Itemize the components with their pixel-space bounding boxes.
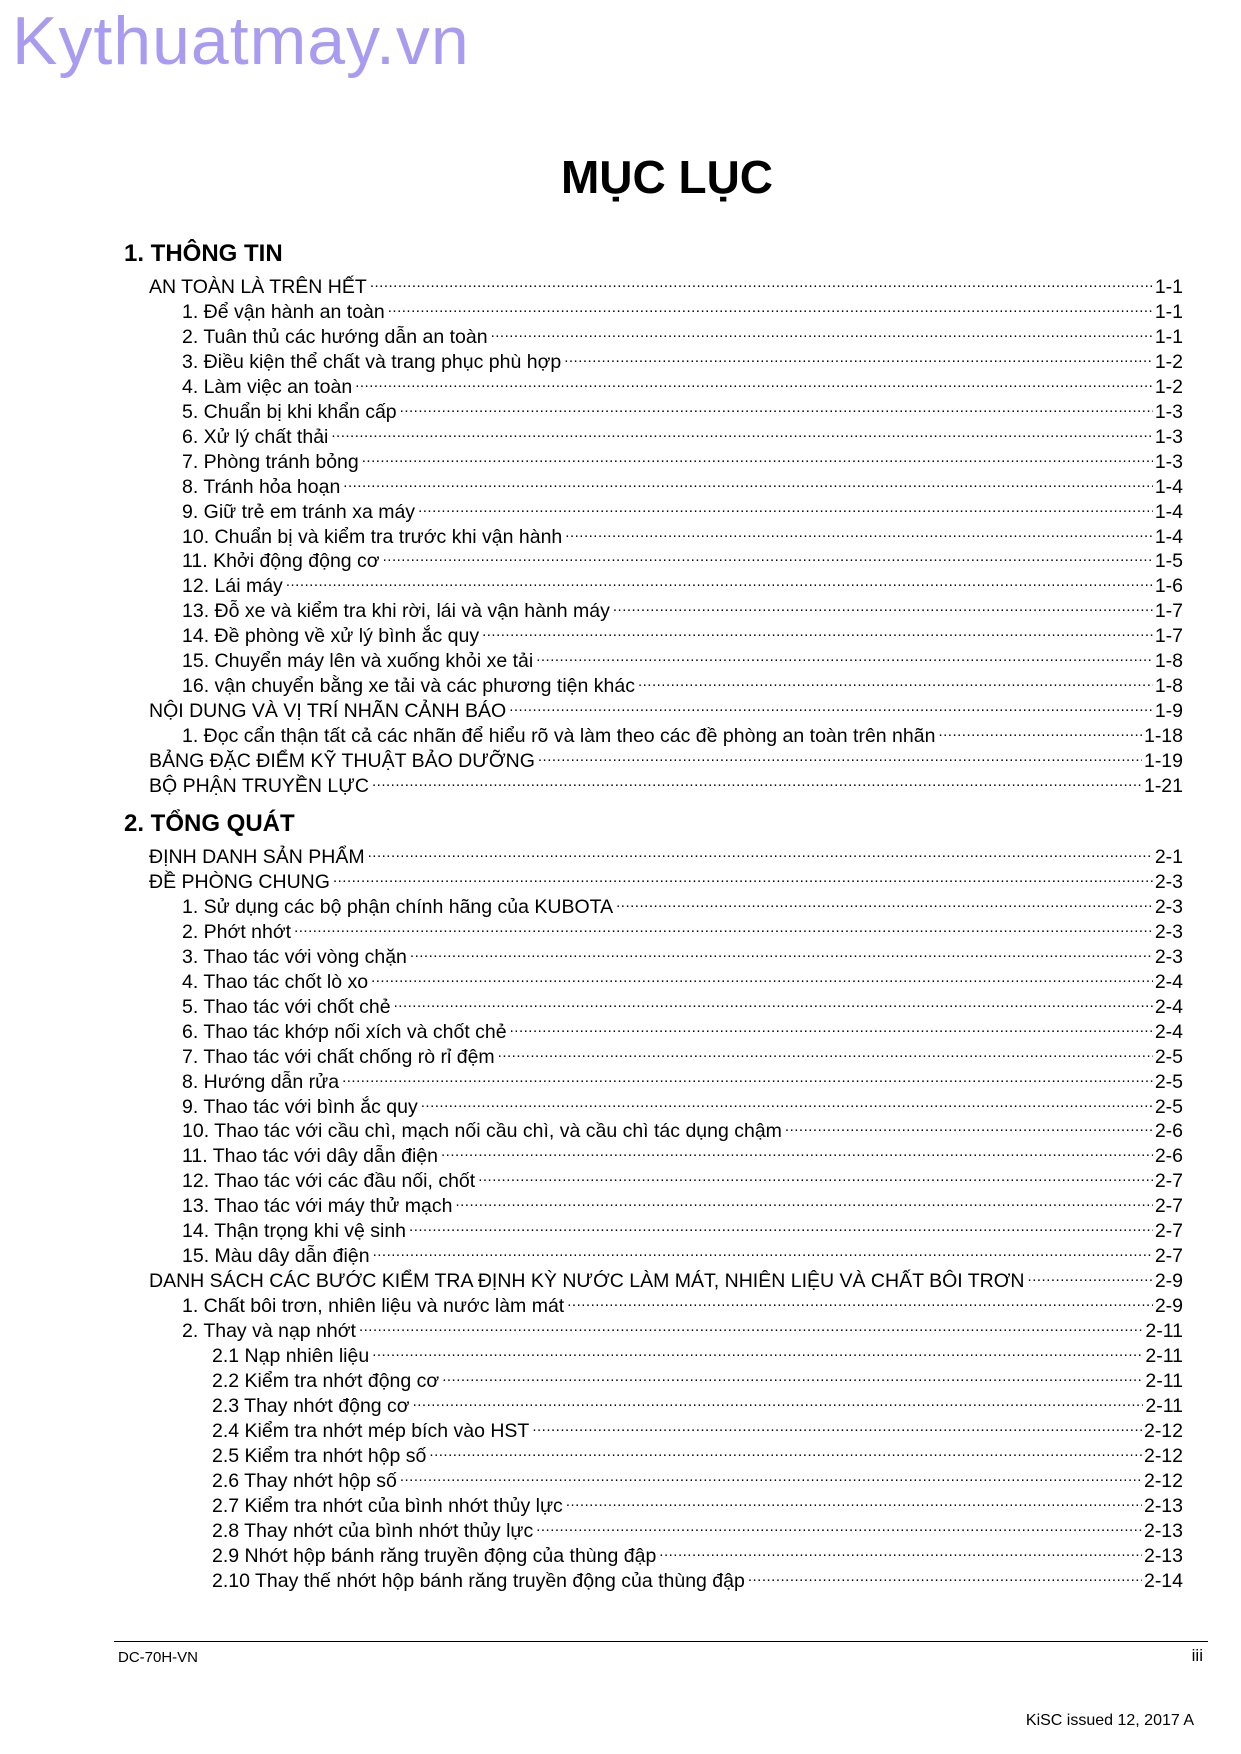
- toc-entry-title: BỘ PHẬN TRUYỀN LỰC: [149, 775, 370, 797]
- dot-leader: [372, 772, 1142, 792]
- toc-entry[interactable]: [182, 423, 1183, 450]
- toc-entry[interactable]: [182, 893, 1183, 920]
- toc-entry[interactable]: [182, 373, 1183, 400]
- toc-entry-page: 2-7: [1154, 1245, 1183, 1268]
- toc-entry[interactable]: [149, 843, 1183, 870]
- toc-entry-page: 2-4: [1154, 1020, 1183, 1043]
- dot-leader: [410, 943, 1153, 963]
- dot-leader: [383, 547, 1153, 567]
- toc-entry[interactable]: [212, 1542, 1183, 1569]
- toc-entry[interactable]: [212, 1442, 1183, 1469]
- dot-leader: [613, 597, 1153, 617]
- toc-entry[interactable]: [212, 1467, 1183, 1494]
- toc-entry-page: 1-9: [1154, 700, 1183, 723]
- toc-entry-page: 1-1: [1154, 300, 1183, 323]
- toc-entry-title: 2.2 Kiểm tra nhớt động cơ: [212, 1369, 440, 1392]
- toc-entry-page: 2-1: [1154, 846, 1183, 868]
- toc-entry-title: 3. Thao tác với vòng chặn: [182, 945, 407, 968]
- toc-entry-title: DANH SÁCH CÁC BƯỚC KIỂM TRA ĐỊNH KỲ NƯỚC LÀM MÁT, NHIÊN LIỆU VÀ CHẤT BÔI TRƠN: [149, 1270, 1025, 1293]
- toc-entry-page: 2-13: [1143, 1494, 1183, 1517]
- dot-leader: [372, 1342, 1143, 1362]
- toc-entry-title: ĐỀ PHÒNG CHUNG: [149, 870, 330, 893]
- toc-entry[interactable]: [149, 697, 1183, 724]
- toc-entry-title: 9. Giữ trẻ em tránh xa máy: [182, 500, 416, 523]
- toc-entry[interactable]: [182, 722, 1183, 749]
- toc-entry-title: BẢNG ĐẶC ĐIỂM KỸ THUẬT BẢO DƯỠNG: [149, 750, 535, 773]
- dot-leader: [409, 1217, 1153, 1237]
- toc-entry[interactable]: [182, 323, 1183, 350]
- toc-entry[interactable]: [212, 1417, 1183, 1444]
- toc-entry-title: 14. Thận trọng khi vệ sinh: [182, 1220, 407, 1243]
- toc-entry-page: 1-2: [1154, 350, 1183, 373]
- toc-entry-title: 11. Khởi động động cơ: [182, 550, 380, 573]
- toc-entry-title: 2.8 Thay nhớt của bình nhớt thủy lực: [212, 1519, 534, 1542]
- toc-entry[interactable]: [182, 1292, 1183, 1319]
- toc-entry-title: 13. Đỗ xe và kiểm tra khi rời, lái và vận hành máy: [182, 600, 610, 623]
- toc-entry-page: 2-3: [1154, 920, 1183, 943]
- toc-entry-title: 15. Màu dây dẫn điện: [182, 1245, 370, 1268]
- toc-entry-page: 1-19: [1143, 750, 1183, 773]
- dot-leader: [478, 1167, 1153, 1187]
- toc-entry-title: 2. Tuân thủ các hướng dẫn an toàn: [182, 325, 488, 348]
- toc-entry[interactable]: [149, 868, 1183, 895]
- dot-leader: [294, 918, 1153, 938]
- dot-leader: [482, 622, 1153, 642]
- toc-entry[interactable]: [182, 473, 1183, 500]
- toc-entry-page: 2-12: [1143, 1419, 1183, 1442]
- toc-entry[interactable]: [149, 1267, 1183, 1294]
- toc-entry[interactable]: [182, 1192, 1183, 1219]
- toc-entry[interactable]: [182, 448, 1183, 475]
- toc-entry-title: 1. Để vận hành an toàn: [182, 300, 385, 323]
- footer-divider: [114, 1641, 1208, 1642]
- toc-entry[interactable]: [182, 1142, 1183, 1169]
- toc-entry-page: 1-7: [1154, 600, 1183, 623]
- toc-entry-title: 15. Chuyển máy lên và xuống khỏi xe tải: [182, 650, 534, 673]
- dot-leader: [413, 1392, 1144, 1412]
- toc-entry-page: 2-9: [1154, 1295, 1183, 1318]
- toc-entry-page: 2-13: [1143, 1519, 1183, 1542]
- toc-entry-page: 1-5: [1154, 550, 1183, 573]
- watermark: Kythuatmay.vn: [12, 3, 470, 79]
- dot-leader: [343, 473, 1153, 493]
- dot-leader: [509, 697, 1153, 717]
- toc-entry-page: 2-11: [1145, 1345, 1183, 1367]
- toc-entry[interactable]: [182, 1043, 1183, 1070]
- toc-entry[interactable]: [182, 572, 1183, 599]
- toc-entry-page: 2-6: [1154, 1120, 1183, 1143]
- toc-entry-page: 2-11: [1145, 1394, 1183, 1417]
- toc-entry[interactable]: [182, 547, 1183, 574]
- toc-entry-title: 10. Thao tác với cầu chì, mạch nối cầu chì, và cầu chì tác dụng chậm: [182, 1120, 782, 1143]
- toc-entry-page: 1-6: [1154, 575, 1183, 598]
- issue-label: KiSC issued 12, 2017 A: [1025, 1712, 1194, 1729]
- toc-entry-page: 1-8: [1154, 675, 1183, 698]
- toc-entry[interactable]: [182, 672, 1183, 699]
- toc-entry-page: 2-11: [1145, 1369, 1183, 1392]
- toc-entry-title: 13. Thao tác với máy thử mạch: [182, 1195, 453, 1218]
- toc-entry[interactable]: [182, 1117, 1183, 1144]
- toc-entry-page: 2-13: [1143, 1544, 1183, 1567]
- toc-entry[interactable]: [212, 1367, 1183, 1394]
- dot-leader: [355, 373, 1153, 393]
- toc-entry-title: 16. vận chuyển bằng xe tải và các phương tiện khác: [182, 675, 635, 698]
- dot-leader: [455, 1192, 1152, 1212]
- toc-entry[interactable]: [182, 523, 1183, 550]
- dot-leader: [286, 572, 1153, 592]
- toc-entry-title: 3. Điều kiện thể chất và trang phục phù hợp: [182, 350, 562, 373]
- dot-leader: [938, 722, 1142, 742]
- toc-entry[interactable]: [149, 747, 1183, 774]
- page-title: MỤC LỤC: [560, 151, 774, 203]
- toc-entry-page: 2-7: [1154, 1195, 1183, 1218]
- toc-entry-page: 2-6: [1154, 1145, 1183, 1168]
- toc-entry-title: 7. Phòng tránh bỏng: [182, 450, 359, 473]
- dot-leader: [616, 893, 1153, 913]
- dot-leader: [538, 747, 1142, 767]
- toc-entry-title: 9. Thao tác với bình ắc quy: [182, 1095, 418, 1118]
- toc-entry-page: 1-1: [1154, 325, 1183, 348]
- toc-entry[interactable]: [182, 1242, 1183, 1269]
- toc-entry-page: 1-3: [1154, 425, 1183, 448]
- dot-leader: [564, 348, 1153, 368]
- dot-leader: [342, 1068, 1153, 1088]
- toc-entry-title: 2.9 Nhớt hộp bánh răng truyền động của thùng đập: [212, 1544, 657, 1567]
- toc-entry-page: 2-14: [1143, 1569, 1183, 1592]
- toc-entry[interactable]: [182, 622, 1183, 649]
- toc-entry-title: 10. Chuẩn bị và kiểm tra trước khi vận hành: [182, 525, 563, 548]
- toc-entry-page: 1-21: [1143, 775, 1183, 797]
- toc-entry[interactable]: [212, 1392, 1183, 1419]
- toc-entry-page: 2-9: [1154, 1270, 1183, 1293]
- toc-entry-title: 1. Đọc cẩn thận tất cả các nhãn để hiểu rõ và làm theo các đề phòng an toàn trên nhãn: [182, 725, 936, 748]
- toc-entry-title: 11. Thao tác với dây dẫn điện: [182, 1145, 438, 1168]
- toc-entry[interactable]: [182, 1068, 1183, 1095]
- dot-leader: [785, 1117, 1153, 1137]
- toc-entry[interactable]: [182, 1317, 1183, 1344]
- toc-entry-page: 2-12: [1143, 1469, 1183, 1492]
- dot-leader: [400, 398, 1153, 418]
- toc-entry-title: 5. Thao tác với chốt chẻ: [182, 995, 391, 1018]
- toc-entry-page: 1-4: [1154, 475, 1183, 498]
- toc-entry-page: 2-4: [1154, 995, 1183, 1018]
- toc-entry[interactable]: [212, 1492, 1183, 1519]
- toc-entry-title: 1. Sử dụng các bộ phận chính hãng của KUBOTA: [182, 895, 614, 918]
- toc-entry-page: 1-3: [1154, 400, 1183, 423]
- toc-entry-title: 2.10 Thay thế nhớt hộp bánh răng truyền động của thùng đập: [212, 1569, 745, 1592]
- toc-entry-page: 1-1: [1154, 276, 1183, 298]
- toc-entry-page: 1-2: [1154, 375, 1183, 398]
- toc-entry-title: 2.3 Thay nhớt động cơ: [212, 1394, 410, 1417]
- toc-entry-page: 2-5: [1154, 1095, 1183, 1118]
- toc-entry-page: 2-7: [1154, 1220, 1183, 1243]
- dot-leader: [532, 1417, 1142, 1437]
- toc-entry[interactable]: [182, 943, 1183, 970]
- toc-entry-title: 7. Thao tác với chất chống rò rỉ đệm: [182, 1045, 495, 1068]
- toc-entry-page: 2-5: [1154, 1070, 1183, 1093]
- toc-entry-page: 1-8: [1154, 650, 1183, 673]
- toc-entry[interactable]: [212, 1567, 1183, 1594]
- section-heading: 2. TỔNG QUÁT: [124, 810, 295, 837]
- toc-entry-title: 4. Thao tác chốt lò xo: [182, 970, 369, 993]
- dot-leader: [567, 1292, 1153, 1312]
- toc-entry-title: 2.4 Kiểm tra nhớt mép bích vào HST: [212, 1419, 530, 1442]
- toc-entry-title: 5. Chuẩn bị khi khẩn cấp: [182, 400, 397, 423]
- toc-entry-page: 1-4: [1154, 525, 1183, 548]
- toc-entry-page: 1-3: [1154, 450, 1183, 473]
- toc-entry-title: 6. Thao tác khớp nối xích và chốt chẻ: [182, 1020, 507, 1043]
- toc-entry-title: 2.1 Nạp nhiên liệu: [212, 1345, 370, 1367]
- toc-entry-page: 2-7: [1154, 1170, 1183, 1193]
- toc-entry-page: 2-11: [1145, 1320, 1183, 1343]
- dot-leader: [421, 1093, 1153, 1113]
- toc-entry-title: 4. Làm việc an toàn: [182, 375, 353, 398]
- toc-entry-title: 14. Đề phòng về xử lý bình ắc quy: [182, 625, 480, 648]
- dot-leader: [441, 1142, 1153, 1162]
- toc-entry[interactable]: [182, 918, 1183, 945]
- toc-entry[interactable]: [182, 298, 1183, 325]
- toc-entry[interactable]: [182, 993, 1183, 1020]
- toc-entry[interactable]: [182, 1167, 1183, 1194]
- toc-entry-page: 1-4: [1154, 500, 1183, 523]
- toc-entry-title: 2.5 Kiểm tra nhớt hộp số: [212, 1444, 427, 1467]
- toc-entry[interactable]: [182, 398, 1183, 425]
- toc-entry[interactable]: [149, 273, 1183, 300]
- toc-entry-page: 1-7: [1154, 625, 1183, 648]
- toc-entry-title: 12. Thao tác với các đầu nối, chốt: [182, 1170, 476, 1193]
- toc-entry[interactable]: [182, 1217, 1183, 1244]
- dot-leader: [536, 1517, 1142, 1537]
- toc-entry-page: 1-18: [1143, 725, 1183, 748]
- toc-entry-title: 1. Chất bôi trơn, nhiên liệu và nước làm mát: [182, 1295, 565, 1318]
- dot-leader: [400, 1467, 1142, 1487]
- toc-entry-title: NỘI DUNG VÀ VỊ TRÍ NHÃN CẢNH BÁO: [149, 700, 507, 723]
- dot-leader: [491, 323, 1153, 343]
- toc-entry-title: 2.6 Thay nhớt hộp số: [212, 1469, 397, 1492]
- toc-entry[interactable]: [182, 1093, 1183, 1120]
- toc-entry-title: AN TOÀN LÀ TRÊN HẾT: [149, 276, 367, 298]
- toc-entry[interactable]: [182, 1018, 1183, 1045]
- dot-leader: [429, 1442, 1142, 1462]
- dot-leader: [368, 843, 1153, 863]
- dot-leader: [388, 298, 1153, 318]
- toc-entry[interactable]: [182, 647, 1183, 674]
- document-code: DC-70H-VN: [118, 1649, 199, 1666]
- dot-leader: [359, 1317, 1143, 1337]
- toc-entry[interactable]: [182, 597, 1183, 624]
- toc-entry-title: 6. Xử lý chất thải: [182, 425, 329, 448]
- dot-leader: [333, 868, 1153, 888]
- toc-entry-title: 2. Thay và nạp nhớt: [182, 1320, 356, 1343]
- toc-entry-page: 2-3: [1154, 870, 1183, 893]
- toc-entry[interactable]: [212, 1342, 1183, 1369]
- toc-entry-page: 2-4: [1154, 970, 1183, 993]
- dot-leader: [536, 647, 1153, 667]
- dot-leader: [394, 993, 1153, 1013]
- toc-entry-page: 2-3: [1154, 945, 1183, 968]
- dot-leader: [510, 1018, 1153, 1038]
- dot-leader: [659, 1542, 1142, 1562]
- dot-leader: [418, 498, 1153, 518]
- toc-entry-title: 8. Tránh hỏa hoạn: [182, 475, 341, 498]
- dot-leader: [498, 1043, 1153, 1063]
- dot-leader: [638, 672, 1153, 692]
- dot-leader: [565, 523, 1153, 543]
- dot-leader: [566, 1492, 1142, 1512]
- page-number: iii: [1191, 1646, 1203, 1665]
- section-heading: 1. THÔNG TIN: [124, 240, 283, 267]
- toc-entry[interactable]: [182, 968, 1183, 995]
- dot-leader: [362, 448, 1153, 468]
- toc-entry-page: 2-3: [1154, 895, 1183, 918]
- dot-leader: [371, 968, 1153, 988]
- toc-entry-title: 2.7 Kiểm tra nhớt của bình nhớt thủy lực: [212, 1494, 563, 1517]
- dot-leader: [370, 273, 1153, 293]
- toc-entry[interactable]: [182, 348, 1183, 375]
- dot-leader: [748, 1567, 1142, 1587]
- toc-entry[interactable]: [212, 1517, 1183, 1544]
- toc-entry-title: ĐỊNH DANH SẢN PHẨM: [149, 846, 365, 868]
- toc-entry[interactable]: [149, 772, 1183, 799]
- toc-entry-title: 2. Phớt nhớt: [182, 920, 292, 943]
- dot-leader: [331, 423, 1152, 443]
- dot-leader: [373, 1242, 1153, 1262]
- toc-entry-page: 2-12: [1143, 1444, 1183, 1467]
- toc-entry-title: 8. Hướng dẫn rửa: [182, 1070, 340, 1093]
- dot-leader: [1028, 1267, 1153, 1287]
- toc-entry-page: 2-5: [1154, 1045, 1183, 1068]
- toc-entry-title: 12. Lái máy: [182, 575, 283, 598]
- toc-entry[interactable]: [182, 498, 1183, 525]
- dot-leader: [442, 1367, 1143, 1387]
